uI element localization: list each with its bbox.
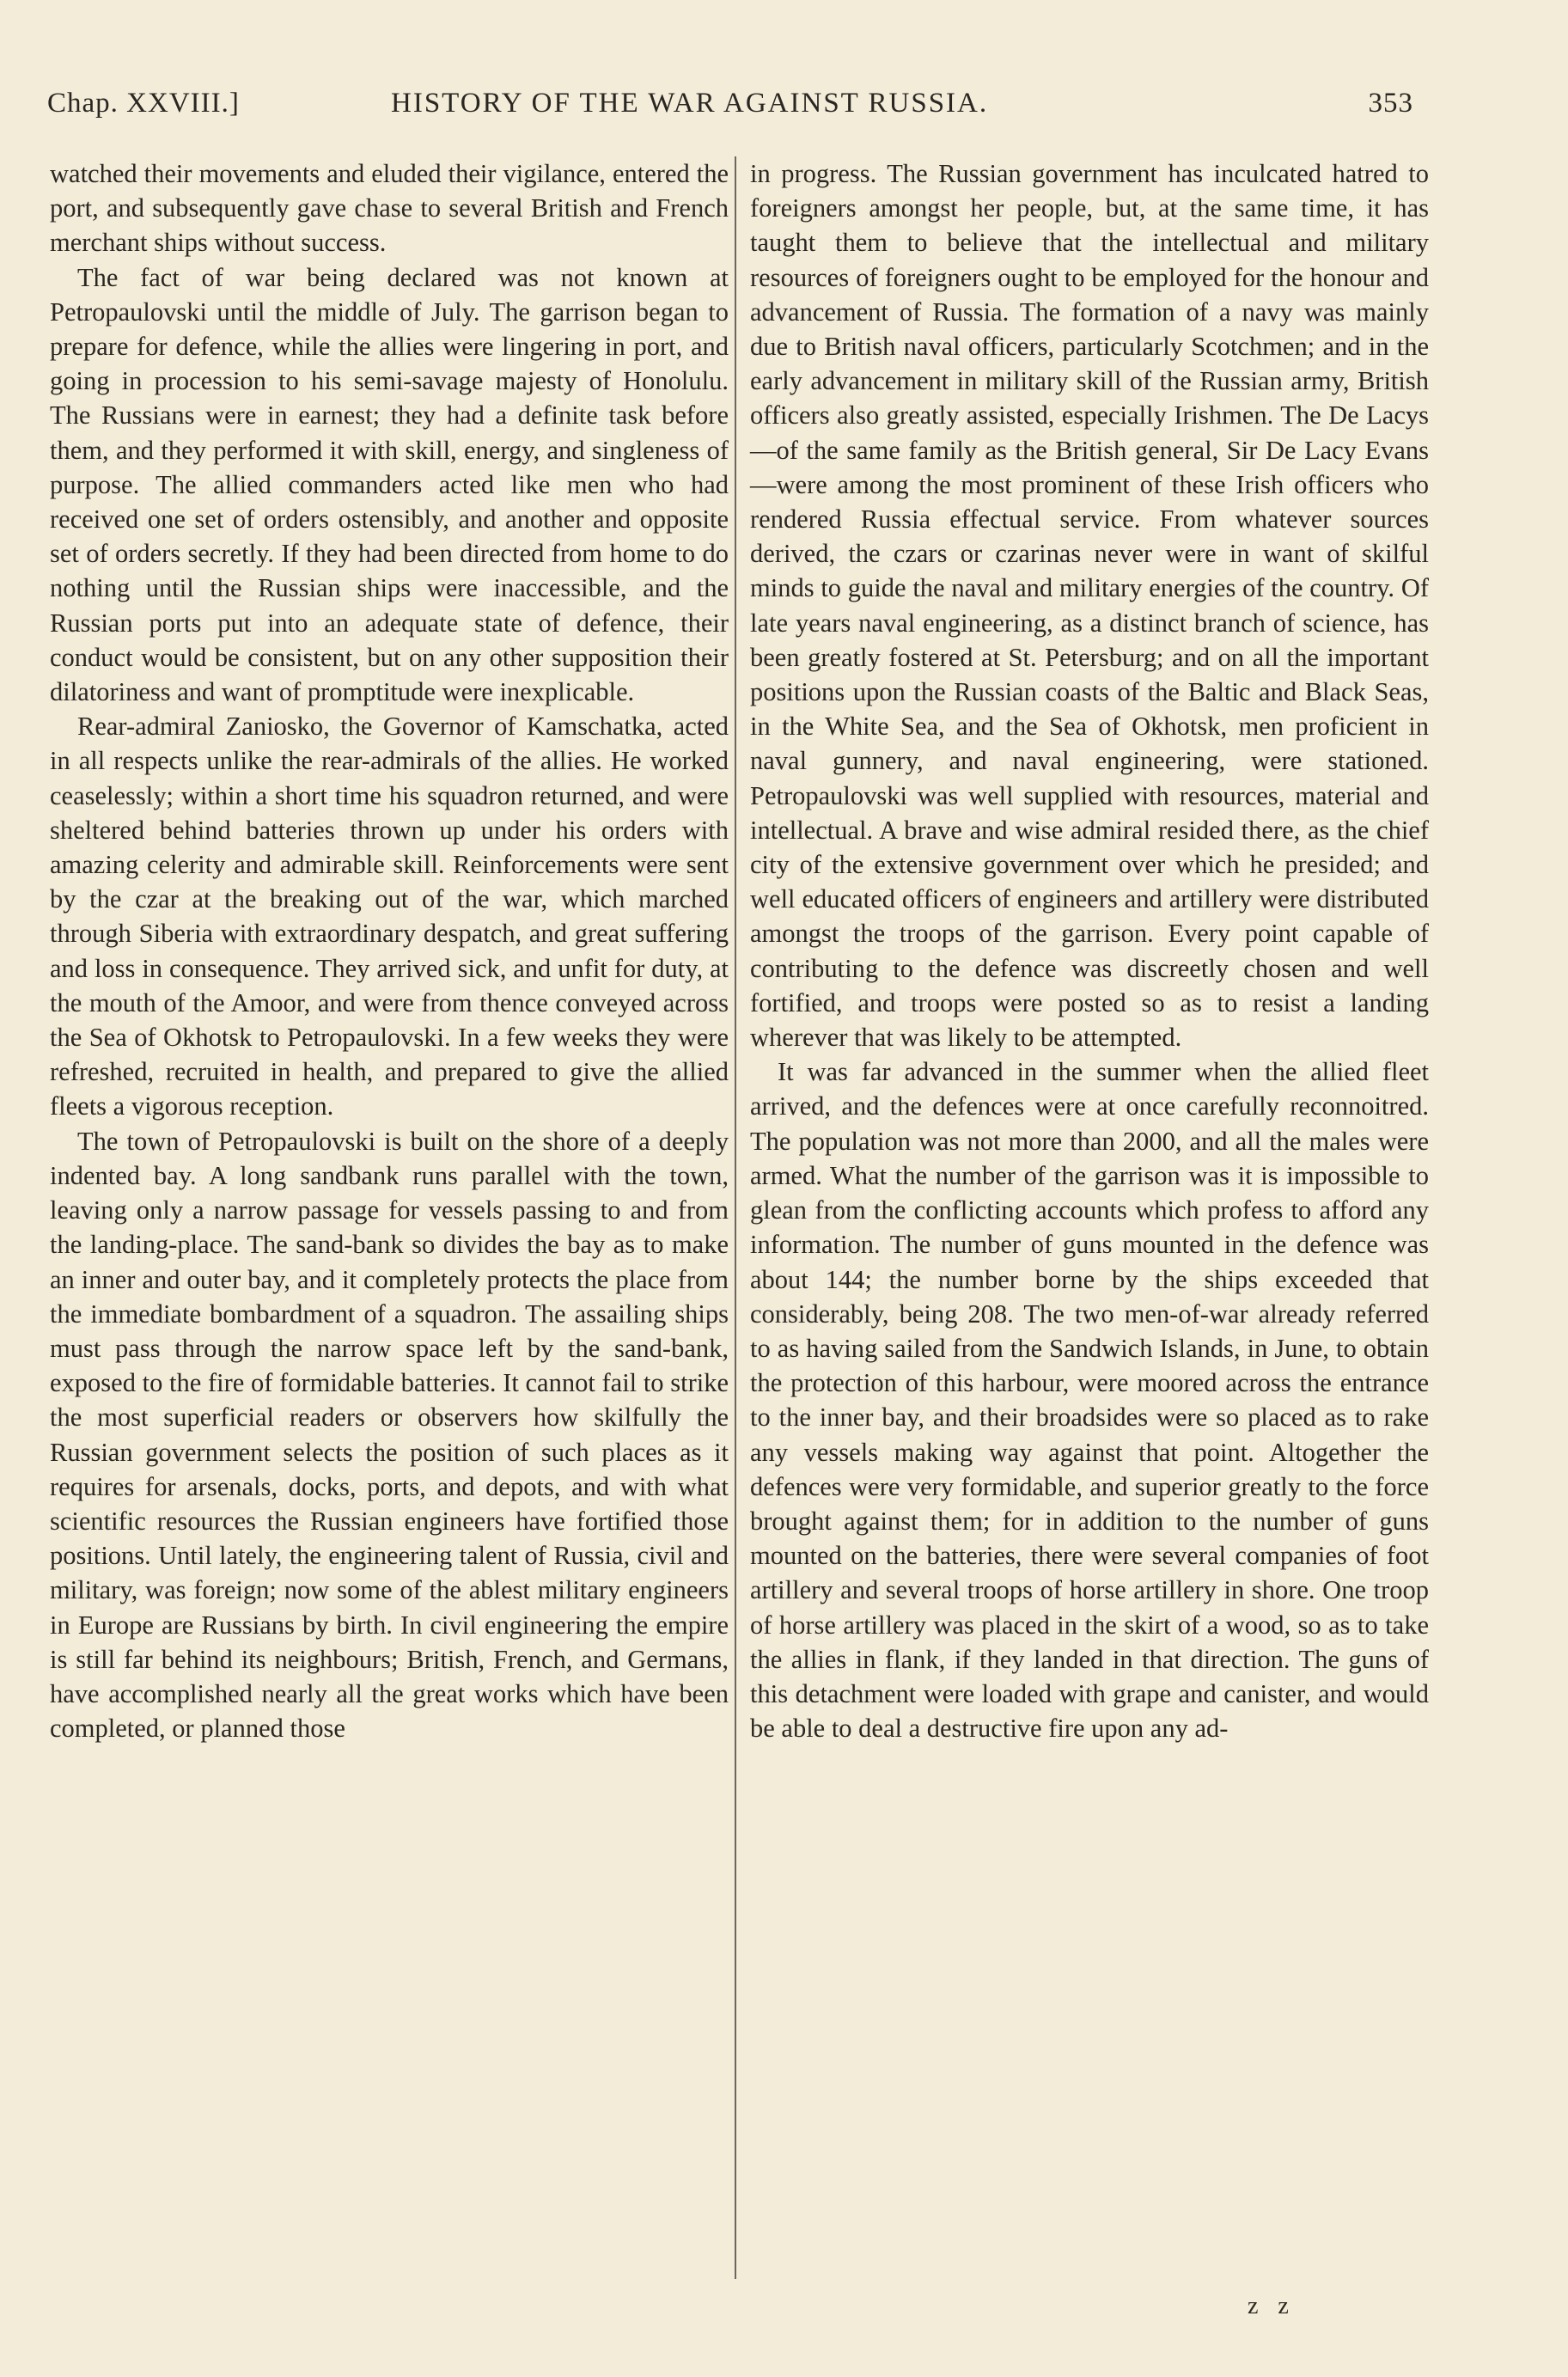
paragraph: It was far advanced in the summer when the allied fleet arrived, and the defences were at once carefully reconnoitred. The population was not more than 2000, and all the males were armed. What the number of the garrison was it is impossible to glean from the conflicting accounts which profess to afford any information. The number of guns mounted in the defence was about 144; the number borne by the ships exceeded that considerably, being 208. The two men-of-war already referred to as having sailed from the Sandwich Islands, in June, to obtain the protection of this harbour, were moored across the entrance to the inner bay, and their broadsides were so placed as to rake any vessels making way against that point. Altogether the defences were very formidable, and superior greatly to the force brought against them; for in addition to the number of guns mounted on the batteries, there were several companies of foot artillery and several troops of horse artillery in shore. One troop of horse artillery was placed in the skirt of a wood, so as to take the allies in flank, if they landed in that direction. The guns of this detachment were loaded with grape and canister, and would be able to deal a destructive fire upon any ad- bbox=[750, 1057, 1429, 1744]
chapter-label: Chap. XXVIII.] bbox=[47, 88, 240, 119]
running-title: HISTORY OF THE WAR AGAINST RUSSIA. bbox=[391, 88, 989, 119]
page-number: 353 bbox=[1368, 88, 1413, 119]
running-header bbox=[47, 88, 1413, 129]
paragraph: The town of Petropaulovski is built on the shore of a deeply indented bay. A long sandbank runs parallel with the town, leaving only a narrow passage for vessels passing to and from the landing-place. The sand-bank so divides the bay as to make an inner and outer bay, and it completely protects the place from the immediate bombardment of a squadron. The assailing ships must pass through the narrow space left by the sand-bank, exposed to the fire of formidable batteries. It cannot fail to strike the most superficial readers or observers how skilfully the Russian government selects the position of such places as it requires for arsenals, docks, ports, and depots, and with what scientific resources the Russian engineers have fortified those positions. Until lately, the engineering talent of Russia, civil and military, was foreign; now some of the ablest military engineers in Europe are Russians by birth. In civil engineering the empire is still far behind its neighbours; British, French, and Germans, have accomplished nearly all the great works which have been completed, or planned those bbox=[50, 1126, 729, 1744]
signature-mark: z z bbox=[1248, 2293, 1296, 2319]
paragraph: Rear-admiral Zaniosko, the Governor of Kamschatka, acted in all respects unlike the rear-admirals of the allies. He worked ceaselessly; within a short time his squadron returned, and were sheltered behind batteries thrown up under his orders with amazing celerity and admirable skill. Reinforcements were sent by the czar at the breaking out of the war, which marched through Siberia with extraordinary despatch, and great suffering and loss in consequence. They arrived sick, and unfit for duty, at the mouth of the Amoor, and were from thence conveyed across the Sea of Okhotsk to Petropaulovski. In a few weeks they were refreshed, recruited in health, and prepared to give the allied fleets a vigorous reception. bbox=[50, 712, 729, 1121]
paragraph: watched their movements and eluded their vigilance, entered the port, and subsequently gave chase to several British and French merchant ships without success. bbox=[50, 159, 729, 258]
paragraph: The fact of war being declared was not known at Petropaulovski until the middle of July. The garrison began to prepare for defence, while the allies were lingering in port, and going in procession to his semi-savage majesty of Honolulu. The Russians were in earnest; they had a definite task before them, and they performed it with skill, energy, and singleness of purpose. The allied commanders acted like men who had received one set of orders ostensibly, and another and opposite set of orders secretly. If they had been directed from home to do nothing until the Russian ships were inaccessible, and the Russian ports put into an adequate state of defence, their conduct would be consistent, but on any other supposition their dilatoriness and want of promptitude were inexplicable. bbox=[50, 262, 729, 707]
column-divider bbox=[735, 156, 736, 2279]
paragraph: in progress. The Russian government has inculcated hatred to foreigners amongst her people, but, at the same time, it has taught them to believe that the intellectual and military resources of foreigners ought to be employed for the honour and advancement of Russia. The formation of a navy was mainly due to British naval officers, particularly Scotchmen; and in the early advancement in military skill of the Russian army, British officers also greatly assisted, especially Irishmen. The De Lacys—of the same family as the British general, Sir De Lacy Evans—were among the most prominent of these Irish officers who rendered Russia effectual service. From whatever sources derived, the czars or czarinas never were in want of skilful minds to guide the naval and military energies of the country. Of late years naval engineering, as a distinct branch of science, has been greatly fostered at St. Petersburg; and on all the important positions upon the Russian coasts of the Baltic and Black Seas, in the White Sea, and the Sea of Okhotsk, men proficient in naval gunnery, and naval engineering, were stationed. Petropaulovski was well supplied with resources, material and intellectual. A brave and wise admiral resided there, as the chief city of the extensive government over which he presided; and well educated officers of engineers and artillery were distributed amongst the troops of the garrison. Every point capable of contributing to the defence was discreetly chosen and well fortified, and troops were posted so as to resist a landing wherever that was likely to be attempted. bbox=[750, 159, 1429, 1053]
left-column bbox=[50, 156, 729, 1745]
right-column bbox=[750, 156, 1429, 1745]
